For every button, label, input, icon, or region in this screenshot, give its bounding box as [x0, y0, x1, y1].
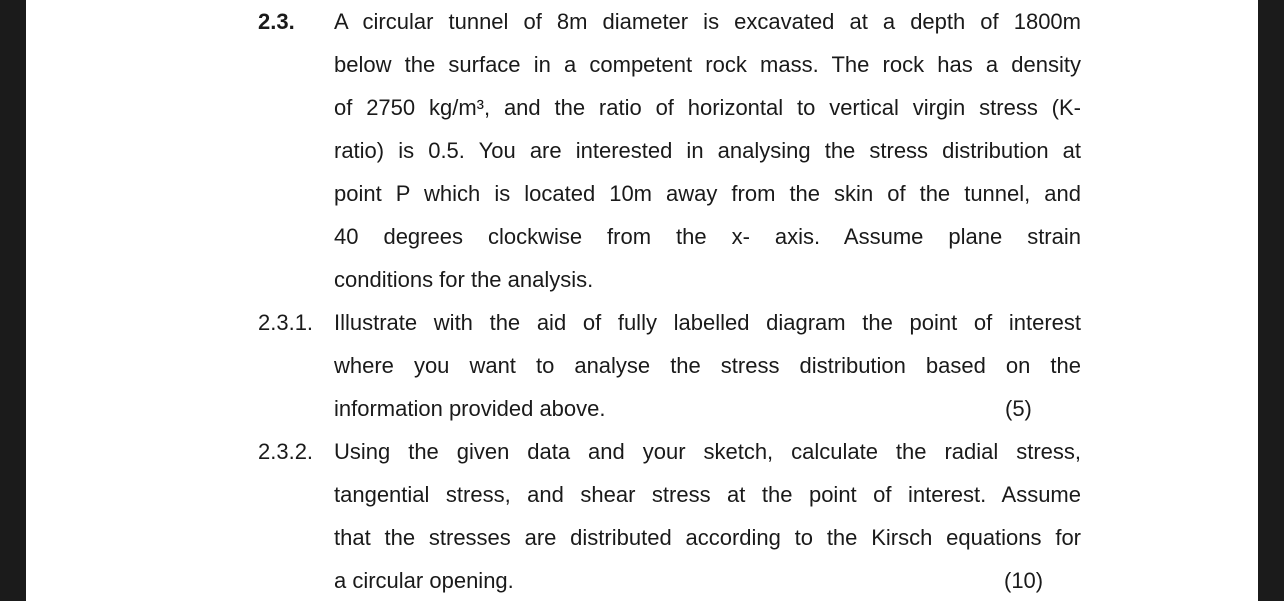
subquestion-number-2: 2.3.2. — [258, 439, 314, 464]
document-page — [26, 0, 1258, 601]
question-line-7: conditions for the analysis. — [334, 267, 594, 292]
question-number: 2.3. — [258, 9, 295, 34]
subquestion-number-1: 2.3.1. — [258, 310, 314, 335]
question-line-6: 40 degrees clockwise from the x- axis. Assume plane strain — [334, 224, 1081, 249]
subquestion-2-line-3: that the stresses are distributed according to the Kirsch equations for — [334, 525, 1081, 550]
subquestion-2-marks: (10) — [1004, 568, 1044, 593]
question-line-4: ratio) is 0.5. You are interested in analysing the stress distribution at — [334, 138, 1081, 163]
subquestion-1-marks: (5) — [1005, 396, 1032, 421]
subquestion-1-line-1: Illustrate with the aid of fully labelled diagram the point of interest — [334, 310, 1081, 335]
subquestion-2-line-2: tangential stress, and shear stress at the point of interest. Assume — [334, 482, 1081, 507]
subquestion-2-line-1: Using the given data and your sketch, calculate the radial stress, — [334, 439, 1081, 464]
subquestion-2-line-4: a circular opening. — [334, 568, 514, 593]
question-line-5: point P which is located 10m away from the skin of the tunnel, and — [334, 181, 1081, 206]
question-line-1: A circular tunnel of 8m diameter is excavated at a depth of 1800m — [334, 9, 1081, 34]
subquestion-1-line-3: information provided above. — [334, 396, 606, 421]
question-line-2: below the surface in a competent rock mass. The rock has a density — [334, 52, 1081, 77]
question-line-3: of 2750 kg/m³, and the ratio of horizontal to vertical virgin stress (K- — [334, 95, 1081, 120]
subquestion-1-line-2: where you want to analyse the stress distribution based on the — [334, 353, 1081, 378]
